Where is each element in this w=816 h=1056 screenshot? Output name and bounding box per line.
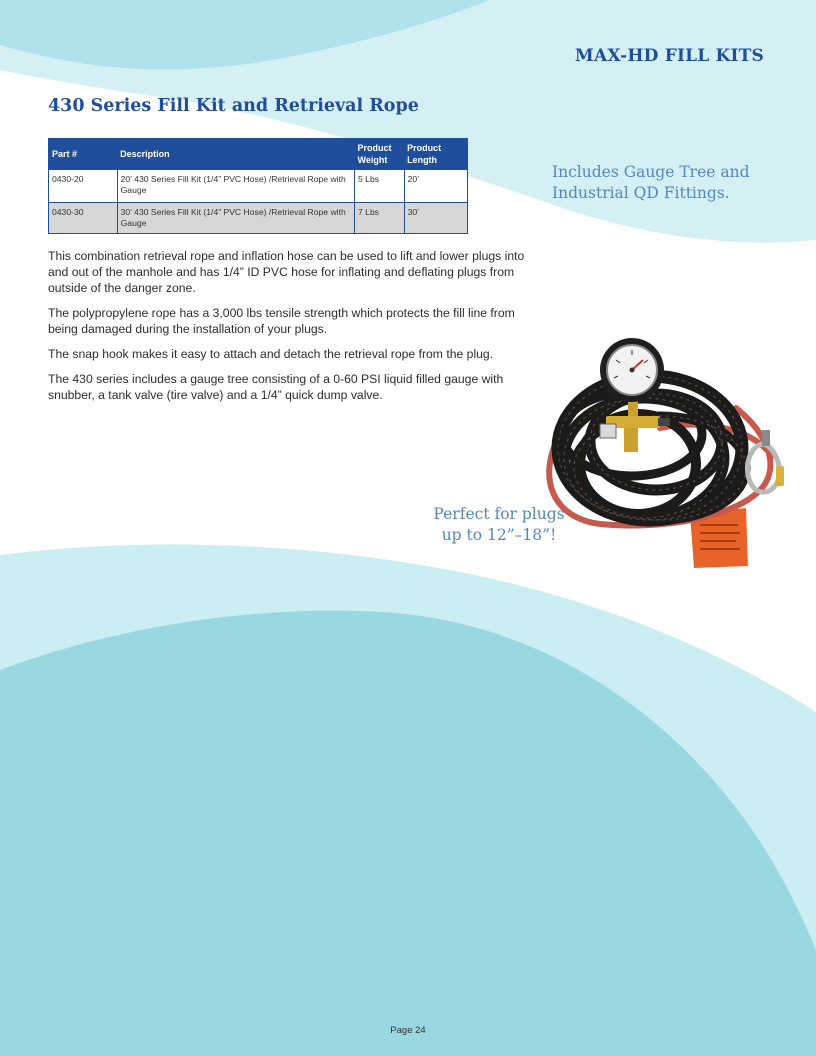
cell-length: 20’ [404, 170, 467, 203]
cell-part: 0430-20 [49, 170, 118, 203]
cell-weight: 5 Lbs [355, 170, 405, 203]
pressure-gauge-icon [600, 338, 664, 402]
product-photo [540, 338, 790, 570]
table-row [49, 203, 468, 234]
column-header-length: Product Length [404, 139, 467, 170]
table-header-row [49, 139, 468, 170]
parts-table [48, 138, 468, 234]
column-header-part: Part # [49, 139, 118, 170]
paragraph: The 430 series includes a gauge tree consisting of a 0-60 PSI liquid filled gauge with snubber, a tank valve (tire valve) and a 1/4” quick dump valve. [48, 372, 504, 402]
cell-description: 20’ 430 Series Fill Kit (1/4” PVC Hose) /Retrieval Rope with Gauge [117, 170, 354, 203]
paragraph: The snap hook makes it easy to attach and detach the retrieval rope from the plug. [48, 347, 494, 361]
cell-weight: 7 Lbs [355, 203, 405, 234]
section-header: MAX-HD FILL KITS [574, 46, 764, 66]
paragraph: The polypropylene rope has a 3,000 lbs tensile strength which protects the fill line from being damaged during the installation of your plugs. [48, 306, 515, 336]
paragraph: This combination retrieval rope and inflation hose can be used to lift and lower plugs into and out of the manhole and has 1/4” ID PVC hose for inflating and deflating plugs from outside of the danger zone. [48, 249, 525, 295]
cell-part: 0430-30 [49, 203, 118, 234]
body-text [48, 248, 538, 412]
table-row [49, 170, 468, 203]
callout-plug-size: Perfect for plugs up to 12”–18”! [433, 505, 565, 544]
column-header-weight: Product Weight [355, 139, 405, 170]
callout-gauge-tree: Includes Gauge Tree and Industrial QD Fittings. [552, 163, 750, 202]
page-title: 430 Series Fill Kit and Retrieval Rope [48, 96, 419, 116]
cell-description: 30’ 430 Series Fill Kit (1/4” PVC Hose) /Retrieval Rope with Gauge [117, 203, 354, 234]
column-header-description: Description [117, 139, 354, 170]
cell-length: 30’ [404, 203, 467, 234]
page-number: Page 24 [390, 1025, 426, 1036]
